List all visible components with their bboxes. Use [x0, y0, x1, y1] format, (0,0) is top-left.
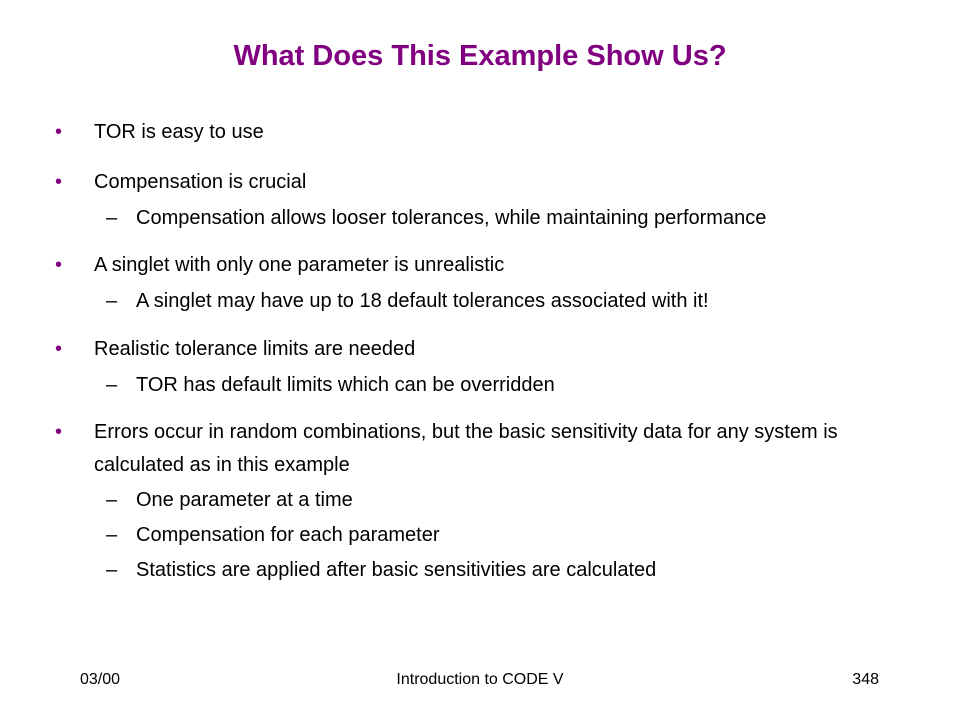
dash-icon: –: [106, 524, 118, 546]
footer-course: Introduction to CODE V: [396, 671, 564, 688]
sub-bullet-text: A singlet may have up to 18 default tolerances associated with it!: [136, 290, 709, 312]
dash-icon: –: [106, 374, 118, 396]
slide-title: What Does This Example Show Us?: [233, 40, 727, 72]
bullet-text: Errors occur in random combinations, but the basic sensitivity data for any system is calculated as in this example: [94, 421, 838, 476]
bullet-icon: •: [55, 338, 63, 360]
dash-icon: –: [106, 207, 118, 229]
bullet-text: Compensation is crucial: [94, 171, 307, 193]
bullet-icon: •: [55, 254, 63, 276]
sub-bullet-text: Compensation allows looser tolerances, while maintaining performance: [136, 207, 767, 229]
sub-bullet-text: One parameter at a time: [136, 489, 353, 511]
bullet-item: [55, 249, 895, 282]
bullet-text: TOR is easy to use: [94, 121, 264, 143]
bullet-item: [55, 416, 885, 482]
bullet-item: [55, 166, 895, 199]
sub-bullet-item: [106, 285, 906, 318]
sub-bullet-item: [106, 202, 906, 235]
sub-bullet-item: [106, 484, 906, 517]
bullet-item: [55, 116, 895, 149]
bullet-icon: •: [55, 171, 63, 193]
dash-icon: –: [106, 489, 118, 511]
bullet-text: A singlet with only one parameter is unrealistic: [94, 254, 505, 276]
sub-bullet-text: Statistics are applied after basic sensitivities are calculated: [136, 559, 657, 581]
footer-date: 03/00: [80, 671, 121, 688]
bullet-icon: •: [55, 421, 63, 443]
sub-bullet-item: [106, 519, 906, 552]
sub-bullet-item: [106, 554, 906, 587]
sub-bullet-item: [106, 369, 906, 402]
sub-bullet-text: Compensation for each parameter: [136, 524, 440, 546]
sub-bullet-text: TOR has default limits which can be overridden: [136, 374, 555, 396]
bullet-item: [55, 333, 895, 366]
dash-icon: –: [106, 559, 118, 581]
footer-page-number: 348: [852, 671, 879, 688]
bullet-icon: •: [55, 121, 63, 143]
dash-icon: –: [106, 290, 118, 312]
bullet-text: Realistic tolerance limits are needed: [94, 338, 416, 360]
